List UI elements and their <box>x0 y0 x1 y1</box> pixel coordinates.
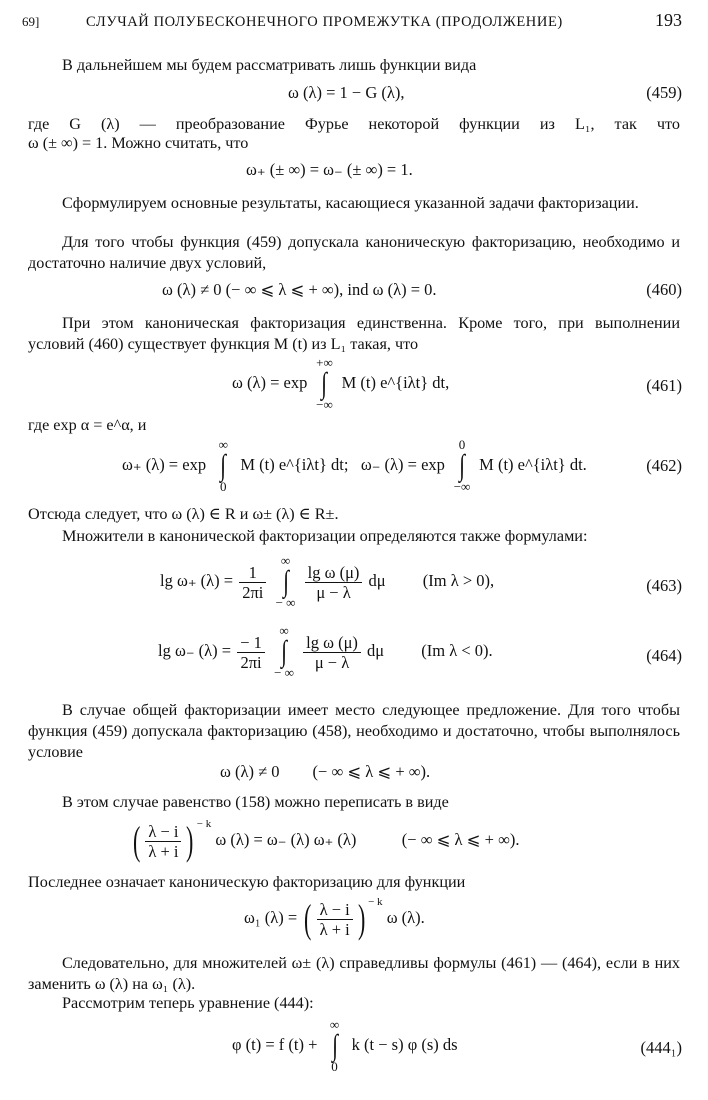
fraction-denominator: λ + i <box>319 919 350 939</box>
integral-upper-limit: ∞ <box>279 623 289 638</box>
paragraph-1: В дальнейшем мы будем рассматривать лишь функции вида <box>62 56 477 74</box>
equation-omega-infinity: ω₊ (± ∞) = ω₋ (± ∞) = 1. <box>246 160 413 179</box>
integral-upper-limit: ∞ <box>329 1017 340 1032</box>
fraction <box>303 633 361 672</box>
fraction-numerator: λ − i <box>145 822 181 842</box>
equation-459-number: (459) <box>646 83 682 102</box>
fraction-denominator: μ − λ <box>316 582 351 602</box>
fraction-denominator: 2πi <box>240 652 262 672</box>
eq444-lhs: φ (t) = f (t) + <box>232 1034 318 1054</box>
fraction-denominator: 2πi <box>242 582 264 602</box>
eq-rewritten-rest: ω (λ) = ω₋ (λ) ω₊ (λ) <box>215 830 357 849</box>
paragraph-2-line-1: где G (λ) — преобразование Фурье некоторой функции из L₁, так что <box>28 115 680 133</box>
equation-459: ω (λ) = 1 − G (λ), <box>288 83 405 102</box>
fraction-denominator: λ + i <box>148 841 179 861</box>
integral-sign: ∞ ∫ − ∞ <box>275 553 296 610</box>
eq461-lhs: ω (λ) = exp <box>232 372 308 392</box>
integral-sign: 0 ∫ −∞ <box>451 438 473 494</box>
eq464-condition: (Im λ < 0). <box>421 640 493 660</box>
fraction <box>145 822 181 861</box>
fraction-numerator: λ − i <box>317 900 353 920</box>
paragraph-11: Последнее означает каноническую факторизацию для функции <box>28 873 466 891</box>
eq463-lhs: lg ω₊ (λ) = <box>160 570 234 590</box>
equation-omega1: ω₁ (λ) = ( $\frac{\lambda - i}{\lambda + i}$ ) $^{- k}$ ω (λ). <box>244 896 425 942</box>
equation-464 <box>158 624 493 680</box>
fraction <box>305 563 363 602</box>
eq-omega1-lhs: ω₁ (λ) = <box>244 908 298 927</box>
eq464-lhs: lg ω₋ (λ) = <box>158 640 232 660</box>
page-number: 193 <box>655 10 682 30</box>
fraction <box>239 563 266 602</box>
integral-lower-limit: −∞ <box>453 479 471 494</box>
integral-sign: ∞ ∫ 0 <box>212 438 234 494</box>
fraction-denominator: μ − λ <box>314 652 350 672</box>
paragraph-13: Рассмотрим теперь уравнение (444): <box>62 994 314 1012</box>
equation-463-number: (463) <box>646 576 682 595</box>
integral-lower-limit: 0 <box>219 479 227 494</box>
fraction <box>317 900 353 939</box>
fraction-numerator: lg ω (μ) <box>305 563 363 583</box>
equation-463 <box>160 554 494 610</box>
paragraph-8: Множители в канонической факторизации определяются также формулами: <box>62 527 588 545</box>
fraction-numerator: − 1 <box>237 633 265 653</box>
chapter-title: СЛУЧАЙ ПОЛУБЕСКОНЕЧНОГО ПРОМЕЖУТКА (ПРОДОЛЖЕНИЕ) <box>86 14 563 30</box>
paragraph-3: Сформулируем основные результаты, касающиеся указанной задачи факторизации. <box>62 194 639 212</box>
paragraph-2-line-2: ω (± ∞) = 1. Можно считать, что <box>28 134 249 152</box>
integral-sign: ∞ ∫ 0 <box>324 1018 346 1074</box>
paragraph-7: Отсюда следует, что ω (λ) ∈ R и ω± (λ) ∈ R±. <box>28 505 339 523</box>
exponent: − k <box>196 818 212 830</box>
fraction <box>237 633 265 672</box>
eq444-integrand: k (t − s) φ (s) ds <box>351 1034 458 1054</box>
exponent: − k <box>368 896 383 908</box>
equation-461-number: (461) <box>646 376 682 395</box>
eq462-lhs-minus: ω₋ (λ) = exp <box>360 454 445 474</box>
running-header <box>22 10 682 38</box>
paragraph-4: Для того чтобы функция (459) допускала каноническую факторизацию, необходимо и достаточно наличие двух условий, <box>28 233 680 272</box>
integral-sign: +∞ ∫ −∞ <box>313 356 335 412</box>
integral-upper-limit: ∞ <box>218 437 228 452</box>
eq462-integrand-minus: M (t) e^{iλt} dt. <box>479 454 587 474</box>
equation-condition: ω (λ) ≠ 0 (− ∞ ⩽ λ ⩽ + ∞). <box>220 762 431 781</box>
paragraph-12: Следовательно, для множителей ω± (λ) справедливы формулы (461) — (464), если в них заменить ω (λ) на ω₁ (λ). <box>28 954 680 993</box>
section-number: 69] <box>22 14 40 29</box>
equation-461 <box>232 356 449 412</box>
paragraph-5: При этом каноническая факторизация единственна. Кроме того, при выполнении условий (460) существует функция M (t) из L₁ такая, что <box>28 314 680 353</box>
eq464-dmu: dμ <box>367 640 385 660</box>
integral-lower-limit: − ∞ <box>275 595 296 610</box>
paragraph-6: где exp α = e^α, и <box>28 416 147 434</box>
equation-462 <box>122 438 587 494</box>
integral-sign: ∞ ∫ − ∞ <box>274 623 294 680</box>
paragraph-10: В этом случае равенство (158) можно переписать в виде <box>62 793 449 811</box>
eq461-integrand: M (t) e^{iλt} dt, <box>341 372 450 392</box>
eq463-condition: (Im λ > 0), <box>422 570 495 590</box>
integral-lower-limit: − ∞ <box>274 665 294 680</box>
integral-lower-limit: 0 <box>331 1059 338 1074</box>
equation-444-1 <box>232 1018 458 1074</box>
equation-460-number: (460) <box>646 280 682 299</box>
eq462-integrand-plus: M (t) e^{iλt} dt; <box>240 454 349 474</box>
eq463-dmu: dμ <box>368 570 386 590</box>
paragraph-9: В случае общей факторизации имеет место следующее предложение. Для того чтобы функция (459) допускала факторизацию (458), необходимо и достаточно, чтобы выполнялось условие <box>28 701 680 761</box>
equation-rewritten: ( $\frac{\lambda - i}{\lambda + i}$ ) $^{- k}$ ω (λ) = ω₋ (λ) ω₊ (λ) (− ∞ ⩽ λ ⩽ + ∞). <box>132 818 520 864</box>
fraction-numerator: 1 <box>239 563 266 583</box>
integral-upper-limit: +∞ <box>316 355 333 370</box>
equation-462-number: (462) <box>646 456 682 475</box>
fraction-numerator: lg ω (μ) <box>303 633 361 653</box>
eq462-lhs-plus: ω₊ (λ) = exp <box>122 454 207 474</box>
eq-rewritten-condition: (− ∞ ⩽ λ ⩽ + ∞). <box>401 830 520 849</box>
equation-444-1-number: (444₁) <box>640 1038 682 1057</box>
equation-464-number: (464) <box>646 646 682 665</box>
equation-460: ω (λ) ≠ 0 (− ∞ ⩽ λ ⩽ + ∞), ind ω (λ) = 0. <box>162 280 437 299</box>
integral-upper-limit: ∞ <box>280 553 291 568</box>
eq-omega1-rest: ω (λ). <box>386 908 425 927</box>
integral-lower-limit: −∞ <box>316 397 333 412</box>
integral-upper-limit: 0 <box>458 437 466 452</box>
